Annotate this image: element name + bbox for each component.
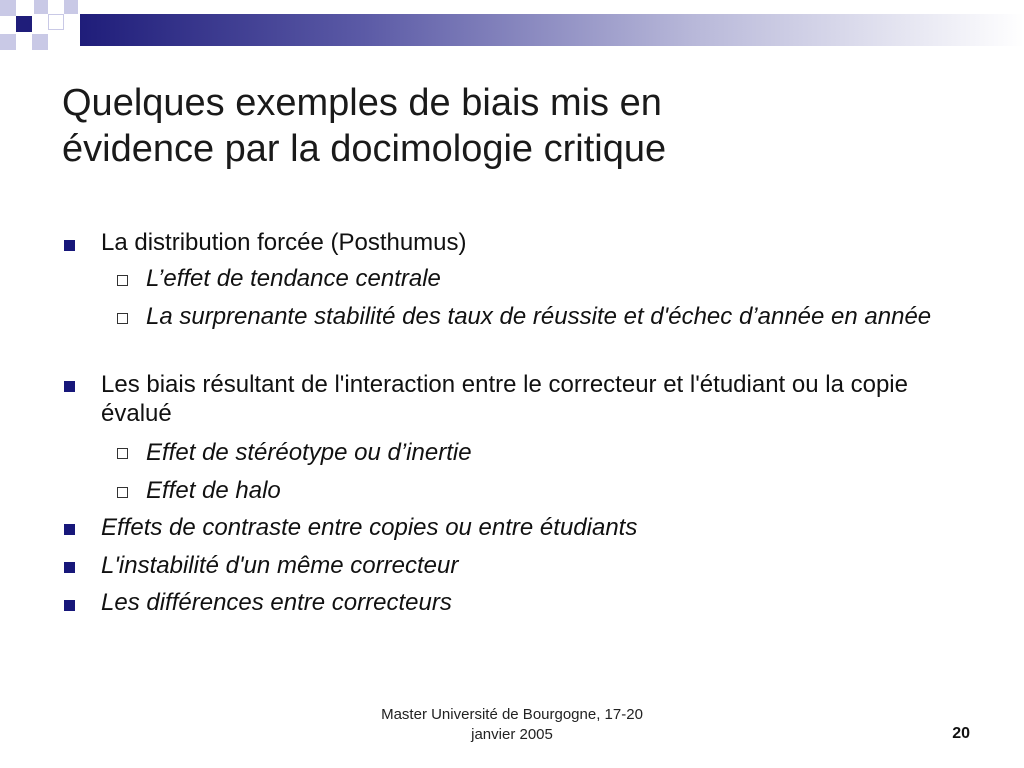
list-item: La distribution forcée (Posthumus): [101, 229, 467, 256]
slide-title: [62, 80, 962, 172]
deco-square: [48, 14, 64, 30]
list-item: Effet de stéréotype ou d’inertie: [146, 439, 472, 466]
footer-line-2: janvier 2005: [471, 726, 553, 743]
deco-square: [0, 0, 16, 16]
bullet-marker: [64, 240, 75, 251]
list-item: La surprenante stabilité des taux de réussite et d'échec d’année en année: [146, 303, 932, 330]
slide-title-line-1: Quelques exemples de biais mis en: [62, 82, 662, 124]
footer-line-1: Master Université de Bourgogne, 17-20: [381, 706, 643, 723]
bullet-marker: [117, 448, 128, 459]
bullet-marker: [64, 524, 75, 535]
bullet-marker: [64, 381, 75, 392]
list-item: L’effet de tendance centrale: [146, 265, 441, 292]
page-number: 20: [952, 725, 970, 742]
list-item: Les différences entre correcteurs: [101, 589, 452, 616]
deco-square: [0, 34, 16, 50]
bullet-marker: [117, 313, 128, 324]
deco-square: [34, 0, 48, 14]
deco-square: [32, 34, 48, 50]
bullet-marker: [117, 487, 128, 498]
list-item: Effet de halo: [146, 477, 281, 504]
bullet-marker: [64, 600, 75, 611]
list-item: Effets de contraste entre copies ou entre étudiants: [101, 514, 638, 541]
header-gradient-band: [80, 14, 1024, 46]
bullet-marker: [64, 562, 75, 573]
list-item: L'instabilité d'un même correcteur: [101, 552, 459, 579]
bullet-marker: [117, 275, 128, 286]
deco-square: [64, 0, 78, 14]
slide-title-line-2: évidence par la docimologie critique: [62, 128, 667, 170]
header-decoration: [0, 0, 1024, 60]
list-item: Les biais résultant de l'interaction entre le correcteur et l'étudiant ou la copie évalué: [101, 371, 908, 427]
slide-footer: [340, 705, 684, 745]
deco-square: [16, 16, 32, 32]
